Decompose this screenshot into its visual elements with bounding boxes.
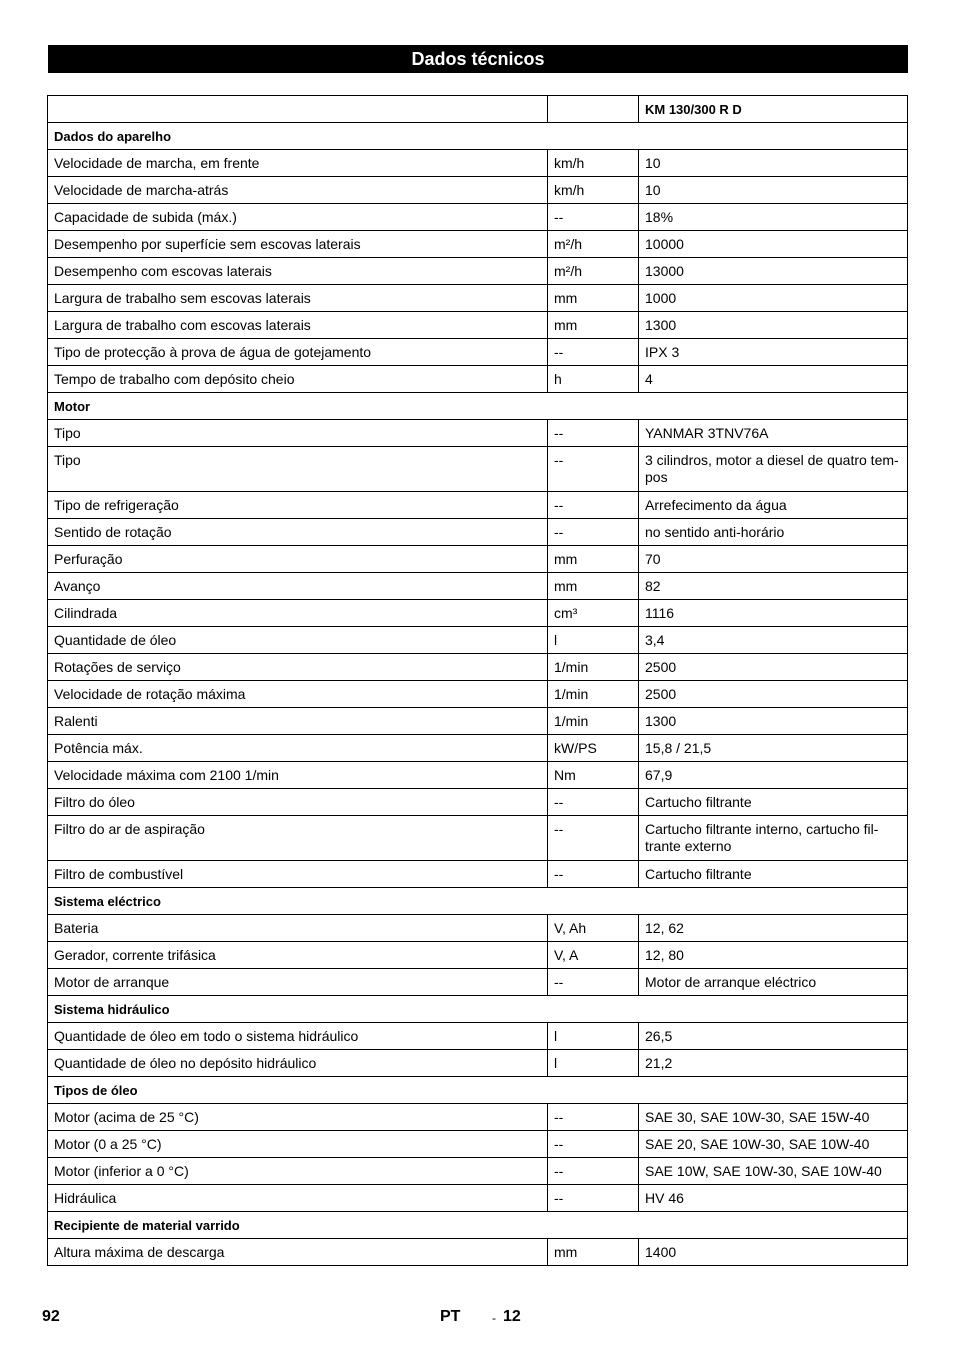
cell-value: 10	[639, 150, 908, 177]
cell-value: SAE 20, SAE 10W-30, SAE 10W-40	[639, 1131, 908, 1158]
cell-unit: mm	[548, 285, 639, 312]
table-row	[48, 789, 908, 816]
cell-value: HV 46	[639, 1185, 908, 1212]
cell-value: IPX 3	[639, 339, 908, 366]
cell-unit: --	[548, 816, 639, 861]
table-row	[48, 204, 908, 231]
page-separator: -	[492, 1311, 496, 1325]
table-row	[48, 231, 908, 258]
cell-value: 2500	[639, 681, 908, 708]
table-row	[48, 861, 908, 888]
language-code: PT	[440, 1308, 461, 1325]
cell-value: 1400	[639, 1239, 908, 1266]
table-row	[48, 339, 908, 366]
table-row	[48, 1104, 908, 1131]
table-row	[48, 681, 908, 708]
section-page-number: 12	[503, 1308, 521, 1325]
table-row	[48, 600, 908, 627]
table-row	[48, 420, 908, 447]
cell-label: Motor de arranque	[48, 969, 548, 996]
cell-label: Rotações de serviço	[48, 654, 548, 681]
cell-label: Motor (inferior a 0 °C)	[48, 1158, 548, 1185]
section-header-row	[48, 996, 908, 1023]
cell-label: Largura de trabalho com escovas laterais	[48, 312, 548, 339]
cell-value: 4	[639, 366, 908, 393]
cell-label: Velocidade de marcha, em frente	[48, 150, 548, 177]
table-row	[48, 1158, 908, 1185]
cell-value: 82	[639, 573, 908, 600]
section-header-row	[48, 1077, 908, 1104]
section-title: Dados do aparelho	[48, 123, 908, 150]
table-row	[48, 150, 908, 177]
table-row	[48, 258, 908, 285]
table-row	[48, 492, 908, 519]
cell-value: Cartucho filtrante interno, cartucho fil-trante externo	[639, 816, 908, 861]
section-header-row	[48, 888, 908, 915]
table-row	[48, 627, 908, 654]
cell-value: 1116	[639, 600, 908, 627]
cell-label: Motor (0 a 25 °C)	[48, 1131, 548, 1158]
table-row	[48, 708, 908, 735]
table-header-row	[48, 96, 908, 123]
cell-value: Arrefecimento da água	[639, 492, 908, 519]
cell-value: SAE 10W, SAE 10W-30, SAE 10W-40	[639, 1158, 908, 1185]
cell-value: 18%	[639, 204, 908, 231]
table-row	[48, 573, 908, 600]
cell-unit: l	[548, 627, 639, 654]
table-row	[48, 654, 908, 681]
cell-unit: --	[548, 492, 639, 519]
cell-label: Bateria	[48, 915, 548, 942]
table-row	[48, 1185, 908, 1212]
table-row	[48, 1131, 908, 1158]
cell-label: Tipo	[48, 447, 548, 492]
cell-value: 3 cilindros, motor a diesel de quatro tem-pos	[639, 447, 908, 492]
cell-unit: --	[548, 420, 639, 447]
section-title: Sistema hidráulico	[48, 996, 908, 1023]
page-title: Dados técnicos	[48, 45, 908, 73]
cell-label: Desempenho por superfície sem escovas laterais	[48, 231, 548, 258]
header-label-cell	[48, 96, 548, 123]
cell-unit: --	[548, 1104, 639, 1131]
cell-label: Velocidade máxima com 2100 1/min	[48, 762, 548, 789]
cell-unit: mm	[548, 573, 639, 600]
table-row	[48, 915, 908, 942]
cell-unit: cm³	[548, 600, 639, 627]
cell-label: Desempenho com escovas laterais	[48, 258, 548, 285]
cell-unit: 1/min	[548, 708, 639, 735]
table-row	[48, 519, 908, 546]
cell-value: YANMAR 3TNV76A	[639, 420, 908, 447]
cell-unit: mm	[548, 546, 639, 573]
cell-value: 12, 80	[639, 942, 908, 969]
cell-unit: 1/min	[548, 681, 639, 708]
cell-label: Tipo de refrigeração	[48, 492, 548, 519]
cell-label: Quantidade de óleo no depósito hidráulico	[48, 1050, 548, 1077]
cell-label: Filtro de combustível	[48, 861, 548, 888]
cell-unit: --	[548, 789, 639, 816]
technical-data-table	[47, 95, 908, 1266]
section-header-row	[48, 123, 908, 150]
cell-label: Quantidade de óleo em todo o sistema hidráulico	[48, 1023, 548, 1050]
table-row	[48, 1239, 908, 1266]
section-header-row	[48, 1212, 908, 1239]
table-row	[48, 1023, 908, 1050]
table-row	[48, 366, 908, 393]
cell-unit: Nm	[548, 762, 639, 789]
cell-label: Largura de trabalho sem escovas laterais	[48, 285, 548, 312]
section-title: Sistema eléctrico	[48, 888, 908, 915]
cell-label: Tempo de trabalho com depósito cheio	[48, 366, 548, 393]
section-title: Tipos de óleo	[48, 1077, 908, 1104]
cell-value: 12, 62	[639, 915, 908, 942]
cell-unit: --	[548, 339, 639, 366]
cell-unit: --	[548, 447, 639, 492]
cell-label: Cilindrada	[48, 600, 548, 627]
cell-value: 10000	[639, 231, 908, 258]
cell-unit: km/h	[548, 150, 639, 177]
cell-value: 10	[639, 177, 908, 204]
cell-value: 3,4	[639, 627, 908, 654]
cell-label: Potência máx.	[48, 735, 548, 762]
cell-label: Velocidade de marcha-atrás	[48, 177, 548, 204]
cell-unit: --	[548, 204, 639, 231]
cell-unit: l	[548, 1050, 639, 1077]
cell-unit: V, Ah	[548, 915, 639, 942]
cell-value: 1300	[639, 708, 908, 735]
cell-unit: --	[548, 969, 639, 996]
cell-value: 1300	[639, 312, 908, 339]
table-row	[48, 762, 908, 789]
section-header-row	[48, 393, 908, 420]
cell-label: Filtro do ar de aspiração	[48, 816, 548, 861]
table-row	[48, 285, 908, 312]
cell-value: 70	[639, 546, 908, 573]
cell-unit: --	[548, 1131, 639, 1158]
cell-value: Cartucho filtrante	[639, 789, 908, 816]
cell-value: 26,5	[639, 1023, 908, 1050]
cell-value: SAE 30, SAE 10W-30, SAE 15W-40	[639, 1104, 908, 1131]
cell-value: no sentido anti-horário	[639, 519, 908, 546]
header-model-cell: KM 130/300 R D	[639, 96, 908, 123]
cell-label: Hidráulica	[48, 1185, 548, 1212]
table-row	[48, 816, 908, 861]
table-row	[48, 735, 908, 762]
table-row	[48, 447, 908, 492]
cell-label: Avanço	[48, 573, 548, 600]
cell-unit: 1/min	[548, 654, 639, 681]
table-row	[48, 1050, 908, 1077]
cell-unit: m²/h	[548, 231, 639, 258]
cell-unit: h	[548, 366, 639, 393]
cell-unit: --	[548, 861, 639, 888]
cell-unit: mm	[548, 1239, 639, 1266]
cell-label: Ralenti	[48, 708, 548, 735]
cell-unit: --	[548, 519, 639, 546]
cell-label: Quantidade de óleo	[48, 627, 548, 654]
page-number: 92	[42, 1308, 60, 1325]
cell-label: Altura máxima de descarga	[48, 1239, 548, 1266]
cell-value: 2500	[639, 654, 908, 681]
cell-label: Tipo de protecção à prova de água de gotejamento	[48, 339, 548, 366]
cell-label: Tipo	[48, 420, 548, 447]
cell-unit: kW/PS	[548, 735, 639, 762]
cell-label: Capacidade de subida (máx.)	[48, 204, 548, 231]
cell-label: Filtro do óleo	[48, 789, 548, 816]
section-title: Recipiente de material varrido	[48, 1212, 908, 1239]
cell-label: Sentido de rotação	[48, 519, 548, 546]
cell-unit: --	[548, 1158, 639, 1185]
cell-unit: l	[548, 1023, 639, 1050]
cell-unit: V, A	[548, 942, 639, 969]
cell-value: 67,9	[639, 762, 908, 789]
cell-label: Perfuração	[48, 546, 548, 573]
table-row	[48, 312, 908, 339]
cell-unit: --	[548, 1185, 639, 1212]
cell-label: Motor (acima de 25 °C)	[48, 1104, 548, 1131]
cell-unit: mm	[548, 312, 639, 339]
cell-unit: km/h	[548, 177, 639, 204]
cell-value: Motor de arranque eléctrico	[639, 969, 908, 996]
cell-value: 1000	[639, 285, 908, 312]
cell-unit: m²/h	[548, 258, 639, 285]
cell-value: Cartucho filtrante	[639, 861, 908, 888]
cell-label: Gerador, corrente trifásica	[48, 942, 548, 969]
table-row	[48, 546, 908, 573]
header-unit-cell	[548, 96, 639, 123]
cell-value: 21,2	[639, 1050, 908, 1077]
cell-label: Velocidade de rotação máxima	[48, 681, 548, 708]
table-row	[48, 177, 908, 204]
table-row	[48, 942, 908, 969]
cell-value: 15,8 / 21,5	[639, 735, 908, 762]
section-title: Motor	[48, 393, 908, 420]
cell-value: 13000	[639, 258, 908, 285]
table-row	[48, 969, 908, 996]
